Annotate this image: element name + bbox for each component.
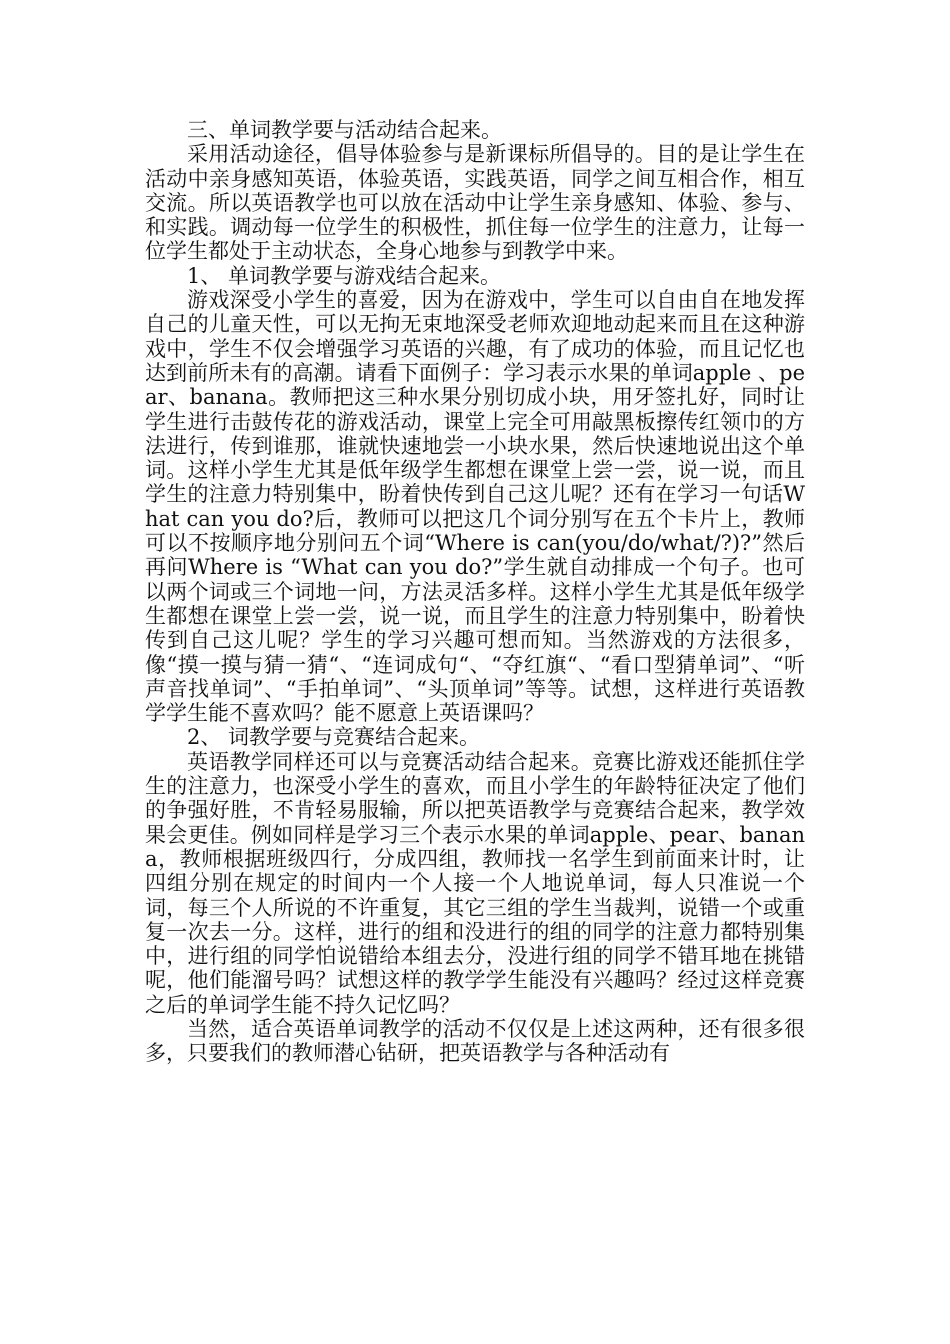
section-heading: 三、单词教学要与活动结合起来。 [187,118,502,142]
subsection-heading-competition: 2、 词教学要与竞赛结合起来。 [187,725,481,750]
subsection-heading-games: 1、 单词教学要与游戏结合起来。 [187,263,502,288]
paragraph-games: 游戏深受小学生的喜爱，因为在游戏中，学生可以自由自在地发挥自己的儿童天性，可以无拘无束地深受老师欢迎地动起来而且在这种游戏中，学生不仅会增强学习英语的兴趣，有了成功的体验，而且记忆也达到前所未有的高潮。请看下面例子：学习表示水果的单词apple 、pear、banana。教师把这三种水果分别切成小块，用牙签扎好，同时让学生进行击鼓传花的游戏活动，课堂上完全可用敲黑板擦传红领巾的方法进行，传到谁那，谁就快速地尝一小块水果，然后快速地说出这个单词。这样小学生尤其是低年级学生都想在课堂上尝一尝，说一说，而且学生的注意力特别集中，盼着快传到自己这儿呢？还有在学习一句话What can you do?后，教师可以把这几个词分别写在五个卡片上，教师可以不按顺序地分别问五个词“Where is can(you/do/what/?)?”然后再问Where is “What can you do?”学生就自动排成一个句子。也可以两个词或三个词地一问，方法灵活多样。这样小学生尤其是低年级学生都想在课堂上尝一尝，说一说，而且学生的注意力特别集中，盼着快传到自己这儿呢？学生的学习兴趣可想而知。当然游戏的方法很多，像“摸一摸与猜一猜“、“连词成句“、“夺红旗“、“看口型猜单词”、“听声音找单词”、“手拍单词”、“头顶单词”等等。试想，这样进行英语教学学生能不喜欢吗？能不愿意上英语课吗？ [145,288,805,726]
paragraph-conclusion: 当然，适合英语单词教学的活动不仅仅是上述这两种，还有很多很多，只要我们的教师潜心钻研，把英语教学与各种活动有 [145,1016,805,1066]
paragraph-competition: 英语教学同样还可以与竞赛活动结合起来。竞赛比游戏还能抓住学生的注意力，也深受小学生的喜欢，而且小学生的年龄特征决定了他们的争强好胜，不肯轻易服输，所以把英语教学与竞赛结合起来，教学效果会更佳。例如同样是学习三个表示水果的单词apple、pear、banana，教师根据班级四行，分成四组，教师找一名学生到前面来计时，让四组分别在规定的时间内一个人接一个人地说单词，每人只准说一个词，每三个人所说的不许重复，其它三组的学生当裁判，说错一个或重复一次去一分。这样，进行的组和没进行的组的同学的注意力都特别集中，进行组的同学怕说错给本组去分，没进行组的同学不错耳地在挑错呢，他们能溜号吗？试想这样的教学学生能没有兴趣吗？经过这样竞赛之后的单词学生能不持久记忆吗？ [145,749,805,1017]
paragraph-intro: 采用活动途径，倡导体验参与是新课标所倡导的。目的是让学生在活动中亲身感知英语，体验英语，实践英语，同学之间互相合作，相互交流。所以英语教学也可以放在活动中让学生亲身感知、体验、参与、和实践。调动每一位学生的积极性，抓住每一位学生的注意力，让每一位学生都处于主动状态，全身心地参与到教学中来。 [145,142,805,264]
document-body [145,118,805,1066]
